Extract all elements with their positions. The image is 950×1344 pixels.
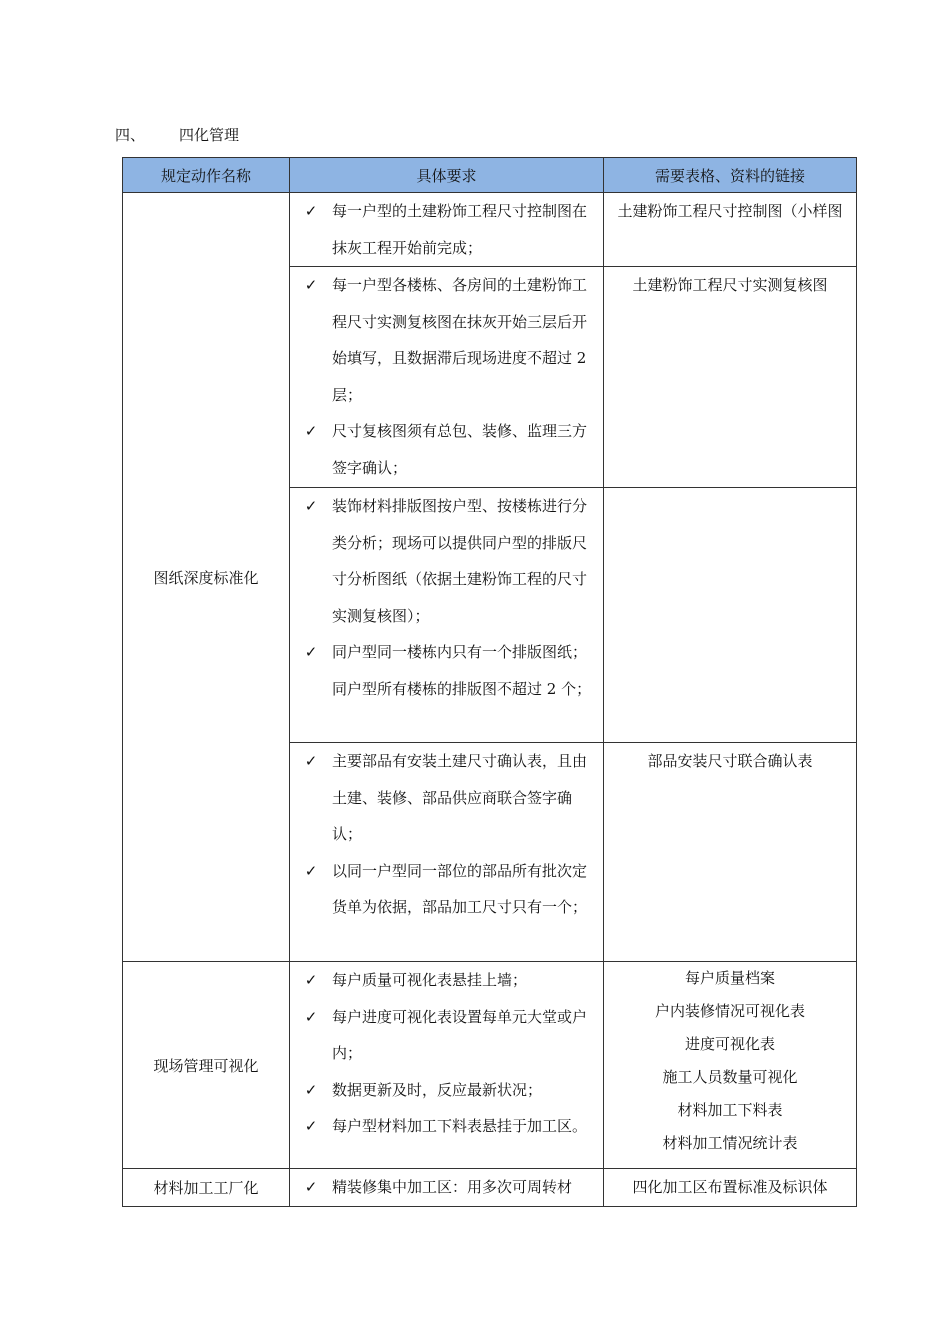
checkmark-icon: ✓ [304,276,318,294]
checkmark-icon: ✓ [304,752,318,770]
section-title: 四化管理 [179,126,240,144]
checkmark-icon: ✓ [304,643,318,661]
list-item: ✓ 装饰材料排版图按户型、按楼栋进行分类分析；现场可以提供同户型的排版尺寸分析图纸（依据土建粉饰工程的尺寸实测复核图）； [290,488,597,634]
checkmark-icon: ✓ [304,861,318,880]
links-cell: 四化加工区布置标准及标识体 [604,1169,857,1207]
requirements-cell [290,962,604,1169]
list-item: ✓ 每户进度可视化表设置每单元大堂或户内； [290,999,597,1072]
list-item: ✓ 每户型材料加工下料表悬挂于加工区。 [290,1108,597,1145]
section-heading [115,124,239,145]
links-cell [604,488,857,743]
list-item: ✓ 主要部品有安装土建尺寸确认表，且由土建、装修、部品供应商联合签字确认； [290,743,597,853]
checkmark-icon: ✓ [304,202,318,220]
links-cell: 部品安装尺寸联合确认表 [604,743,857,962]
list-item: ✓ 每一户型的土建粉饰工程尺寸控制图在抹灰工程开始前完成； [290,193,597,266]
requirements-cell [290,488,604,743]
category-cell: 图纸深度标准化 [123,193,290,962]
header-links: 需要表格、资料的链接 [604,158,857,193]
category-cell: 材料加工工厂化 [123,1169,290,1207]
header-requirements: 具体要求 [290,158,604,193]
list-item: ✓ 数据更新及时，反应最新状况； [290,1072,597,1109]
list-item: ✓ 以同一户型同一部位的部品所有批次定货单为依据，部品加工尺寸只有一个； [290,853,597,926]
links-cell: 土建粉饰工程尺寸控制图（小样图 [604,193,857,267]
requirements-table [122,157,857,1207]
requirements-cell [290,193,604,267]
checkmark-icon: ✓ [304,971,318,989]
checkmark-icon: ✓ [304,497,318,515]
requirements-cell [290,743,604,962]
header-action-name: 规定动作名称 [123,158,290,193]
checkmark-icon: ✓ [304,1007,318,1026]
checkmark-icon: ✓ [304,1080,318,1099]
list-item: ✓ 同户型同一楼栋内只有一个排版图纸；同户型所有楼栋的排版图不超过 2 个； [290,634,597,707]
category-cell: 现场管理可视化 [123,962,290,1169]
table-header-row [123,158,857,193]
checkmark-icon: ✓ [304,422,318,440]
table-row [123,962,857,1169]
checkmark-icon: ✓ [304,1178,318,1196]
checkmark-icon: ✓ [304,1117,318,1135]
table-row [123,193,857,267]
list-item: ✓ 精装修集中加工区：用多次可周转材 [290,1169,597,1206]
section-number: 四、 [115,126,146,144]
list-item: ✓ 每户质量可视化表悬挂上墙； [290,962,597,999]
requirements-cell [290,1169,604,1207]
list-item: ✓ 尺寸复核图须有总包、装修、监理三方签字确认； [290,413,597,486]
links-cell: 土建粉饰工程尺寸实测复核图 [604,267,857,488]
links-cell: 每户质量档案 户内装修情况可视化表 进度可视化表 施工人员数量可视化 材料加工下料表 材料加工情况统计表 [604,962,857,1169]
list-item: ✓ 每一户型各楼栋、各房间的土建粉饰工程尺寸实测复核图在抹灰开始三层后开始填写，且数据滞后现场进度不超过 2 层； [290,267,597,413]
table-row [123,1169,857,1207]
requirements-cell [290,267,604,488]
